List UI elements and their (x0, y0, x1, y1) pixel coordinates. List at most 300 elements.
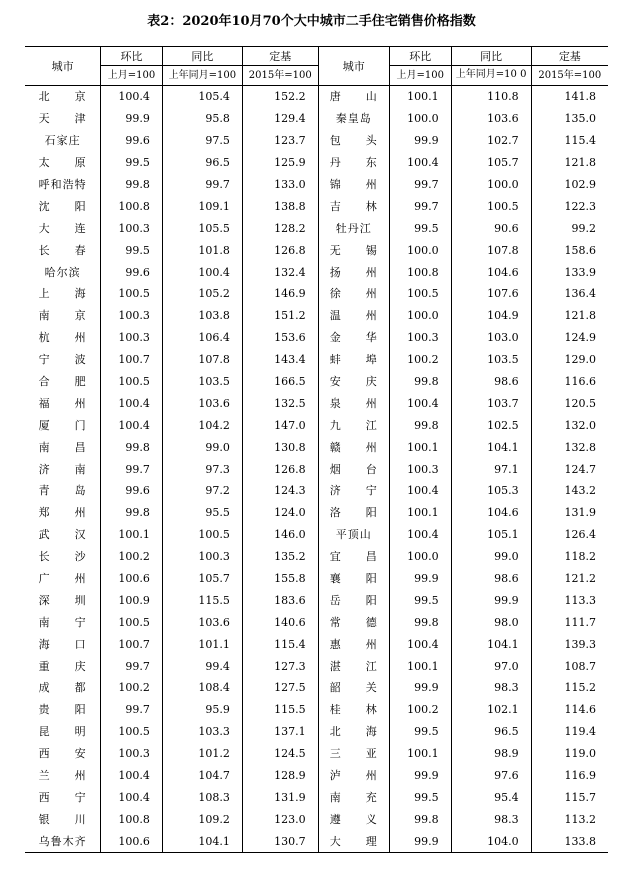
mom-cell: 100.2 (389, 699, 451, 721)
mom-cell: 100.4 (389, 152, 451, 174)
yoy-cell: 99.4 (162, 655, 242, 677)
mom-cell: 100.4 (389, 524, 451, 546)
fixed-cell: 123.7 (242, 130, 318, 152)
yoy-cell: 98.6 (451, 568, 531, 590)
fixed-cell: 155.8 (242, 568, 318, 590)
yoy-base-left: 上年同月=100 (162, 66, 242, 86)
city-cell: 银 川 (38, 812, 87, 826)
yoy-cell: 99.0 (162, 436, 242, 458)
city-cell: 烟 台 (318, 458, 389, 480)
city-cell: 襄 阳 (318, 568, 389, 590)
city-cell: 惠 州 (318, 633, 389, 655)
city-cell: 北 京 (38, 90, 87, 104)
city-cell: 吉 林 (318, 195, 389, 217)
city-cell: 遵 义 (318, 808, 389, 830)
mom-cell: 100.3 (101, 217, 163, 239)
yoy-cell: 101.8 (162, 239, 242, 261)
city-cell: 太 原 (38, 156, 87, 170)
city-cell: 长 春 (38, 243, 87, 257)
yoy-cell: 102.7 (451, 130, 531, 152)
fixed-cell: 124.7 (531, 458, 608, 480)
yoy-cell: 102.1 (451, 699, 531, 721)
fixed-cell: 135.2 (242, 546, 318, 568)
fixed-cell: 121.8 (531, 305, 608, 327)
city-cell: 杭 州 (38, 331, 87, 345)
table-row (25, 611, 608, 633)
yoy-cell: 103.3 (162, 721, 242, 743)
table-row (25, 699, 608, 721)
fixed-cell: 115.7 (531, 787, 608, 809)
fixed-cell: 139.3 (531, 633, 608, 655)
mom-header-right: 环比 (389, 47, 451, 66)
fixed-cell: 123.0 (242, 808, 318, 830)
city-cell: 蚌 埠 (318, 349, 389, 371)
city-cell: 宁 波 (38, 353, 87, 367)
yoy-cell: 101.2 (162, 743, 242, 765)
city-cell: 郑 州 (38, 506, 87, 520)
fixed-cell: 121.8 (531, 152, 608, 174)
yoy-cell: 95.9 (162, 699, 242, 721)
table-row (25, 436, 608, 458)
fixed-cell: 111.7 (531, 611, 608, 633)
yoy-cell: 100.5 (451, 195, 531, 217)
fixed-cell: 132.4 (242, 261, 318, 283)
yoy-cell: 96.5 (162, 152, 242, 174)
yoy-cell: 107.8 (162, 349, 242, 371)
table-row (25, 458, 608, 480)
yoy-cell: 104.6 (451, 502, 531, 524)
fixed-header-right: 定基 (531, 47, 608, 66)
fixed-cell: 136.4 (531, 283, 608, 305)
city-cell: 西 安 (38, 747, 87, 761)
yoy-cell: 105.7 (451, 152, 531, 174)
mom-cell: 100.5 (101, 371, 163, 393)
price-index-table (25, 46, 608, 853)
table-row (25, 392, 608, 414)
yoy-cell: 108.3 (162, 787, 242, 809)
table-row (25, 239, 608, 261)
yoy-cell: 98.9 (451, 743, 531, 765)
fixed-cell: 124.9 (531, 327, 608, 349)
city-cell: 包 头 (318, 130, 389, 152)
city-cell: 扬 州 (318, 261, 389, 283)
yoy-cell: 103.5 (451, 349, 531, 371)
fixed-base-right: 2015年=100 (531, 66, 608, 86)
yoy-cell: 97.0 (451, 655, 531, 677)
yoy-cell: 103.5 (162, 371, 242, 393)
yoy-cell: 98.6 (451, 371, 531, 393)
fixed-cell: 108.7 (531, 655, 608, 677)
mom-cell: 100.2 (389, 349, 451, 371)
table-title: 表2：2020年10月70个大中城市二手住宅销售价格指数 (147, 14, 476, 29)
city-cell: 厦 门 (38, 418, 87, 432)
fixed-cell: 115.2 (531, 677, 608, 699)
yoy-cell: 99.7 (162, 174, 242, 196)
fixed-cell: 135.0 (531, 108, 608, 130)
city-cell: 石家庄 (44, 134, 81, 148)
mom-cell: 99.8 (389, 371, 451, 393)
mom-cell: 100.3 (101, 327, 163, 349)
city-cell: 上 海 (38, 287, 87, 301)
fixed-base-left: 2015年=100 (242, 66, 318, 86)
yoy-cell: 104.2 (162, 414, 242, 436)
city-cell: 九 江 (318, 414, 389, 436)
mom-cell: 99.8 (389, 414, 451, 436)
mom-cell: 100.3 (101, 743, 163, 765)
city-header-left: 城市 (25, 47, 101, 86)
city-cell: 唐 山 (318, 86, 389, 108)
yoy-cell: 104.0 (451, 830, 531, 852)
mom-cell: 99.5 (389, 217, 451, 239)
fixed-cell: 143.4 (242, 349, 318, 371)
fixed-cell: 128.2 (242, 217, 318, 239)
city-cell: 济 宁 (318, 480, 389, 502)
table-row (25, 371, 608, 393)
city-cell: 南 宁 (38, 615, 87, 629)
yoy-cell: 104.1 (451, 436, 531, 458)
mom-cell: 100.9 (101, 589, 163, 611)
city-cell: 赣 州 (318, 436, 389, 458)
mom-cell: 100.0 (389, 239, 451, 261)
mom-cell: 100.5 (101, 611, 163, 633)
yoy-cell: 99.0 (451, 546, 531, 568)
fixed-cell: 115.5 (242, 699, 318, 721)
yoy-cell: 105.3 (451, 480, 531, 502)
table-row (25, 677, 608, 699)
fixed-cell: 183.6 (242, 589, 318, 611)
city-cell: 哈尔滨 (44, 265, 81, 279)
fixed-cell: 133.9 (531, 261, 608, 283)
mom-cell: 100.6 (101, 830, 163, 852)
fixed-cell: 102.9 (531, 174, 608, 196)
mom-cell: 100.0 (389, 305, 451, 327)
fixed-cell: 141.8 (531, 86, 608, 108)
yoy-cell: 103.6 (451, 108, 531, 130)
city-cell: 金 华 (318, 327, 389, 349)
city-cell: 海 口 (38, 637, 87, 651)
yoy-cell: 104.1 (162, 830, 242, 852)
yoy-cell: 98.0 (451, 611, 531, 633)
fixed-cell: 153.6 (242, 327, 318, 349)
yoy-cell: 104.7 (162, 765, 242, 787)
yoy-cell: 95.5 (162, 502, 242, 524)
mom-cell: 100.4 (101, 765, 163, 787)
fixed-cell: 133.8 (531, 830, 608, 852)
fixed-cell: 129.0 (531, 349, 608, 371)
mom-base-left: 上月=100 (101, 66, 163, 86)
mom-cell: 99.6 (101, 480, 163, 502)
city-cell: 桂 林 (318, 699, 389, 721)
table-row (25, 546, 608, 568)
mom-cell: 100.3 (389, 458, 451, 480)
table-row (25, 655, 608, 677)
yoy-cell: 104.1 (451, 633, 531, 655)
mom-cell: 100.4 (101, 787, 163, 809)
mom-cell: 100.7 (101, 633, 163, 655)
table-row (25, 502, 608, 524)
mom-cell: 99.9 (389, 765, 451, 787)
fixed-cell: 116.6 (531, 371, 608, 393)
fixed-cell: 119.4 (531, 721, 608, 743)
fixed-cell: 118.2 (531, 546, 608, 568)
table-row (25, 480, 608, 502)
city-cell: 沈 阳 (38, 199, 87, 213)
fixed-cell: 115.4 (242, 633, 318, 655)
yoy-cell: 105.1 (451, 524, 531, 546)
yoy-cell: 90.6 (451, 217, 531, 239)
fixed-cell: 126.8 (242, 458, 318, 480)
city-cell: 北 海 (318, 721, 389, 743)
yoy-cell: 107.8 (451, 239, 531, 261)
table-row (25, 327, 608, 349)
mom-cell: 100.4 (389, 392, 451, 414)
fixed-cell: 131.9 (242, 787, 318, 809)
mom-cell: 100.5 (101, 721, 163, 743)
city-cell: 合 肥 (38, 375, 87, 389)
city-cell: 徐 州 (318, 283, 389, 305)
mom-cell: 100.4 (389, 480, 451, 502)
table-row (25, 152, 608, 174)
mom-cell: 99.7 (389, 195, 451, 217)
city-cell: 温 州 (318, 305, 389, 327)
mom-cell: 100.6 (101, 568, 163, 590)
city-cell: 常 德 (318, 611, 389, 633)
mom-cell: 100.0 (389, 108, 451, 130)
table-row (25, 721, 608, 743)
fixed-cell: 120.5 (531, 392, 608, 414)
mom-cell: 99.5 (101, 239, 163, 261)
fixed-cell: 130.8 (242, 436, 318, 458)
yoy-cell: 104.9 (451, 305, 531, 327)
mom-cell: 99.7 (101, 458, 163, 480)
fixed-cell: 122.3 (531, 195, 608, 217)
yoy-cell: 103.8 (162, 305, 242, 327)
mom-cell: 100.2 (101, 546, 163, 568)
city-cell: 无 锡 (318, 239, 389, 261)
city-cell: 重 庆 (38, 659, 87, 673)
fixed-cell: 113.2 (531, 808, 608, 830)
fixed-cell: 130.7 (242, 830, 318, 852)
mom-cell: 100.4 (101, 392, 163, 414)
city-cell: 成 都 (38, 681, 87, 695)
mom-cell: 100.1 (389, 655, 451, 677)
table-row (25, 195, 608, 217)
yoy-cell: 106.4 (162, 327, 242, 349)
city-cell: 广 州 (38, 572, 87, 586)
mom-cell: 99.9 (389, 568, 451, 590)
city-cell: 宜 昌 (318, 546, 389, 568)
table-row (25, 524, 608, 546)
city-cell: 牡丹江 (318, 217, 389, 239)
table-row (25, 217, 608, 239)
city-cell: 泉 州 (318, 392, 389, 414)
fixed-cell: 127.3 (242, 655, 318, 677)
fixed-cell: 124.3 (242, 480, 318, 502)
fixed-cell: 151.2 (242, 305, 318, 327)
city-cell: 昆 明 (38, 725, 87, 739)
table-row (25, 283, 608, 305)
city-cell: 南 京 (38, 309, 87, 323)
yoy-cell: 107.6 (451, 283, 531, 305)
yoy-cell: 95.4 (451, 787, 531, 809)
yoy-cell: 103.6 (162, 611, 242, 633)
yoy-cell: 103.0 (451, 327, 531, 349)
fixed-cell: 131.9 (531, 502, 608, 524)
mom-cell: 99.8 (101, 436, 163, 458)
fixed-cell: 113.3 (531, 589, 608, 611)
city-cell: 青 岛 (38, 484, 87, 498)
yoy-cell: 110.8 (451, 86, 531, 108)
mom-cell: 100.8 (101, 195, 163, 217)
city-cell: 南 充 (318, 787, 389, 809)
yoy-cell: 98.3 (451, 677, 531, 699)
table-row (25, 568, 608, 590)
yoy-cell: 101.1 (162, 633, 242, 655)
table-row (25, 633, 608, 655)
city-cell: 济 南 (38, 462, 87, 476)
yoy-cell: 97.3 (162, 458, 242, 480)
city-cell: 深 圳 (38, 593, 87, 607)
mom-cell: 100.4 (101, 86, 163, 108)
header-row-2 (25, 66, 608, 86)
city-cell: 福 州 (38, 396, 87, 410)
fixed-cell: 133.0 (242, 174, 318, 196)
yoy-cell: 105.2 (162, 283, 242, 305)
city-cell: 乌鲁木齐 (25, 830, 101, 852)
mom-cell: 100.7 (101, 349, 163, 371)
mom-cell: 99.5 (389, 589, 451, 611)
yoy-cell: 105.5 (162, 217, 242, 239)
yoy-header-left: 同比 (162, 47, 242, 66)
fixed-cell: 146.0 (242, 524, 318, 546)
mom-cell: 100.1 (389, 86, 451, 108)
table-row (25, 808, 608, 830)
table-row (25, 305, 608, 327)
yoy-header-right: 同比 (451, 47, 531, 66)
mom-cell: 100.2 (101, 677, 163, 699)
yoy-cell: 100.4 (162, 261, 242, 283)
fixed-cell: 143.2 (531, 480, 608, 502)
fixed-cell: 124.5 (242, 743, 318, 765)
mom-cell: 100.1 (389, 502, 451, 524)
mom-cell: 100.4 (101, 414, 163, 436)
yoy-cell: 97.2 (162, 480, 242, 502)
mom-cell: 100.5 (389, 283, 451, 305)
yoy-cell: 108.4 (162, 677, 242, 699)
city-cell: 韶 关 (318, 677, 389, 699)
city-cell: 西 宁 (38, 790, 87, 804)
table-row (25, 174, 608, 196)
mom-cell: 100.4 (389, 633, 451, 655)
mom-cell: 99.8 (101, 502, 163, 524)
yoy-cell: 98.3 (451, 808, 531, 830)
yoy-cell: 96.5 (451, 721, 531, 743)
mom-cell: 99.6 (101, 130, 163, 152)
fixed-cell: 114.6 (531, 699, 608, 721)
fixed-cell: 124.0 (242, 502, 318, 524)
yoy-base-right: 上年同月=10 0 (451, 66, 531, 86)
yoy-cell: 109.1 (162, 195, 242, 217)
city-cell: 泸 州 (318, 765, 389, 787)
fixed-cell: 126.4 (531, 524, 608, 546)
mom-cell: 99.7 (101, 655, 163, 677)
yoy-cell: 103.7 (451, 392, 531, 414)
mom-cell: 99.5 (101, 152, 163, 174)
header-row-1 (25, 47, 608, 66)
mom-cell: 99.9 (389, 677, 451, 699)
city-cell: 岳 阳 (318, 589, 389, 611)
yoy-cell: 97.1 (451, 458, 531, 480)
yoy-cell: 102.5 (451, 414, 531, 436)
table-row (25, 86, 608, 108)
city-cell: 兰 州 (38, 769, 87, 783)
yoy-cell: 105.7 (162, 568, 242, 590)
fixed-cell: 146.9 (242, 283, 318, 305)
mom-cell: 100.5 (101, 283, 163, 305)
city-cell: 三 亚 (318, 743, 389, 765)
mom-cell: 100.3 (389, 327, 451, 349)
yoy-cell: 104.6 (451, 261, 531, 283)
mom-cell: 99.9 (101, 108, 163, 130)
table-row (25, 130, 608, 152)
fixed-cell: 128.9 (242, 765, 318, 787)
table-row (25, 743, 608, 765)
fixed-cell: 166.5 (242, 371, 318, 393)
mom-cell: 100.0 (389, 546, 451, 568)
fixed-header-left: 定基 (242, 47, 318, 66)
mom-cell: 100.3 (101, 305, 163, 327)
fixed-cell: 158.6 (531, 239, 608, 261)
city-cell: 安 庆 (318, 371, 389, 393)
mom-cell: 99.8 (389, 808, 451, 830)
city-cell: 呼和浩特 (38, 178, 87, 191)
mom-cell: 99.7 (101, 699, 163, 721)
fixed-cell: 152.2 (242, 86, 318, 108)
table-row (25, 589, 608, 611)
fixed-cell: 119.0 (531, 743, 608, 765)
yoy-cell: 100.0 (451, 174, 531, 196)
city-cell: 大 理 (318, 830, 389, 852)
table-row (25, 765, 608, 787)
mom-cell: 100.1 (389, 743, 451, 765)
fixed-cell: 126.8 (242, 239, 318, 261)
fixed-cell: 125.9 (242, 152, 318, 174)
yoy-cell: 100.3 (162, 546, 242, 568)
yoy-cell: 99.9 (451, 589, 531, 611)
yoy-cell: 103.6 (162, 392, 242, 414)
city-cell: 贵 阳 (38, 703, 87, 717)
table-row (25, 349, 608, 371)
fixed-cell: 129.4 (242, 108, 318, 130)
yoy-cell: 115.5 (162, 589, 242, 611)
mom-cell: 99.5 (389, 721, 451, 743)
yoy-cell: 97.5 (162, 130, 242, 152)
yoy-cell: 109.2 (162, 808, 242, 830)
mom-cell: 99.7 (389, 174, 451, 196)
fixed-cell: 99.2 (531, 217, 608, 239)
fixed-cell: 132.5 (242, 392, 318, 414)
city-cell: 南 昌 (38, 440, 87, 454)
fixed-cell: 137.1 (242, 721, 318, 743)
table-body (25, 86, 608, 853)
fixed-cell: 147.0 (242, 414, 318, 436)
fixed-cell: 121.2 (531, 568, 608, 590)
mom-cell: 100.8 (101, 808, 163, 830)
fixed-cell: 132.0 (531, 414, 608, 436)
mom-cell: 99.8 (389, 611, 451, 633)
mom-base-right: 上月=100 (389, 66, 451, 86)
fixed-cell: 138.8 (242, 195, 318, 217)
